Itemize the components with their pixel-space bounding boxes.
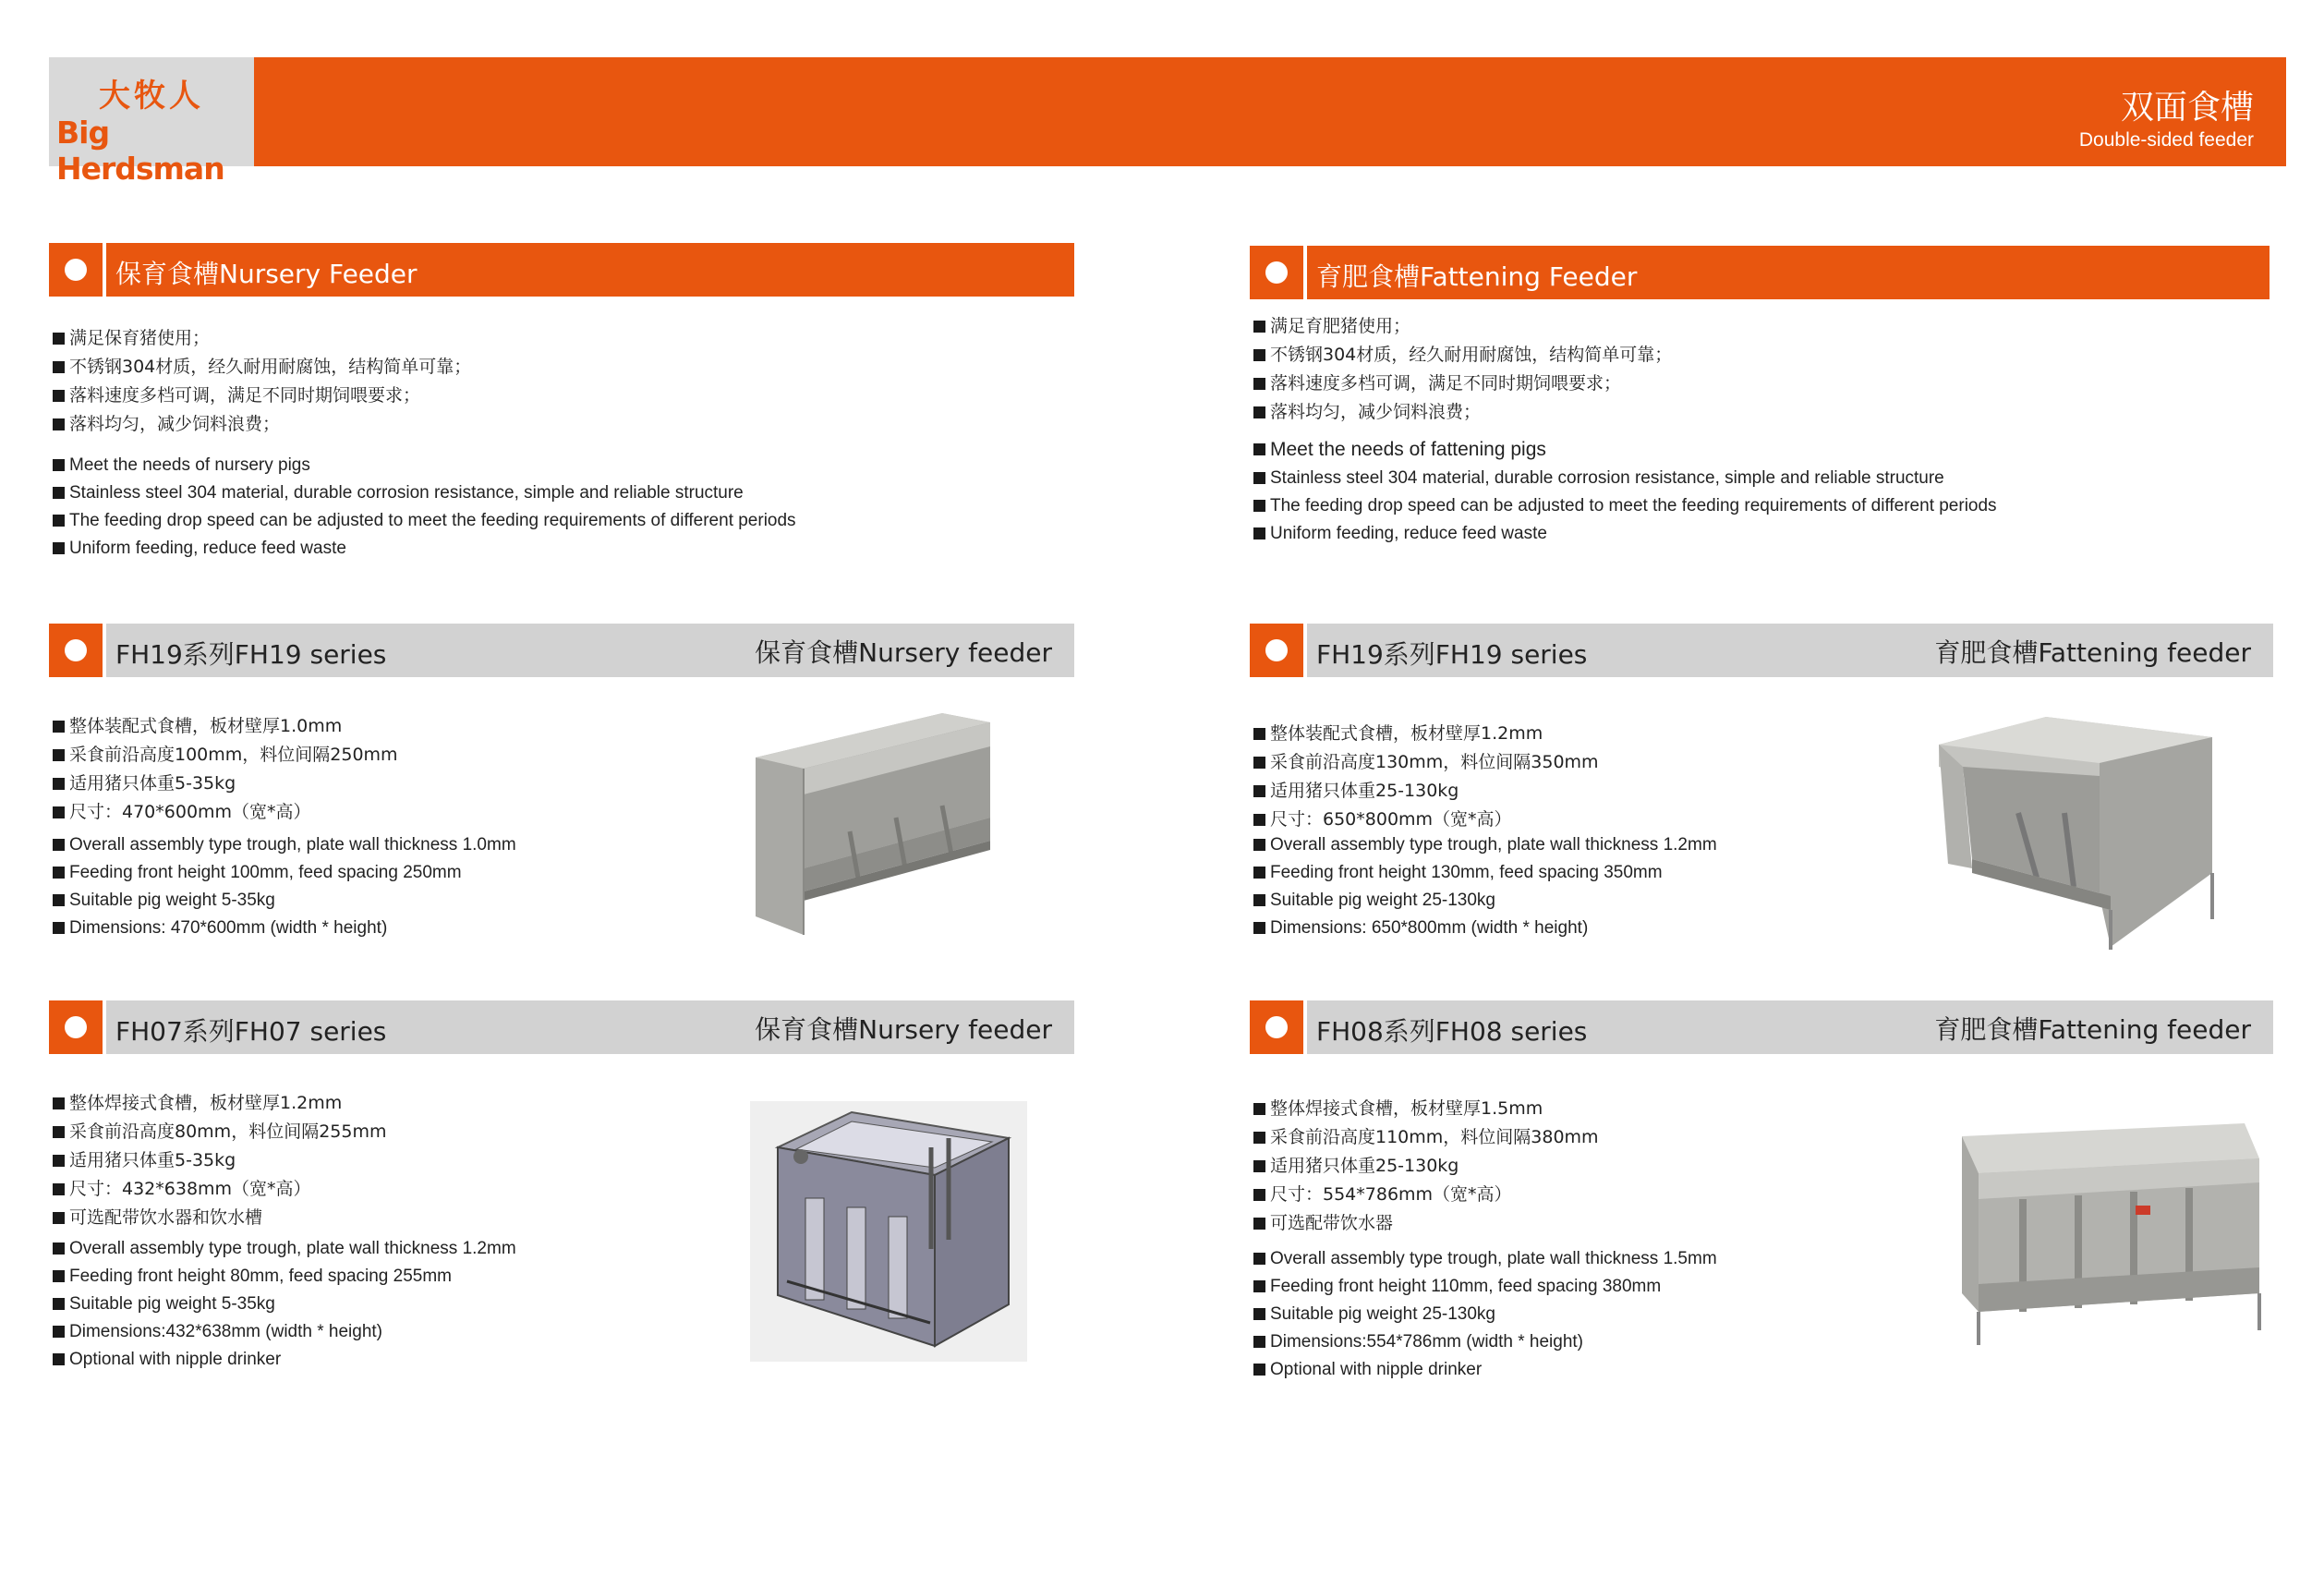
list-item: Overall assembly type trough, plate wall thickness 1.0mm [53,831,516,859]
list-item: 落料速度多档可调，满足不同时期饲喂要求； [1253,370,1672,398]
list-item: 整体焊接式食槽，板材壁厚1.2mm [53,1089,386,1118]
page-title: 双面食槽 [2120,89,2254,127]
list-item: Dimensions:432*638mm (width * height) [53,1318,516,1346]
list-item: Dimensions: 650*800mm (width * height) [1253,915,1717,942]
list-item: 落料均匀，减少饲料浪费； [53,410,471,439]
product-specs-cn [53,1089,386,1232]
list-item: 整体焊接式食槽，板材壁厚1.5mm [1253,1095,1599,1123]
list-item: Suitable pig weight 25-130kg [1253,887,1717,915]
product-specs-en [1253,831,1717,942]
brand-logo [49,57,254,187]
product-series: FH19系列FH19 series [1316,639,1588,670]
circle-bullet-icon [1265,261,1288,284]
list-item: The feeding drop speed can be adjusted to meet the feeding requirements of different periods [53,507,796,535]
list-item: Uniform feeding, reduce feed waste [1253,520,1997,548]
list-item: Feeding front height 100mm, feed spacing 250mm [53,859,516,887]
list-item: Dimensions:554*786mm (width * height) [1253,1328,1717,1356]
product-specs-en [1253,1245,1717,1384]
list-item: Optional with nipple drinker [1253,1356,1717,1384]
nursery-features-cn [53,324,471,439]
product-specs-cn [1253,1095,1599,1238]
logo-english: Big Herdsman [56,115,224,187]
list-item: The feeding drop speed can be adjusted to meet the feeding requirements of different periods [1253,492,1997,520]
list-item: Feeding front height 80mm, feed spacing 255mm [53,1263,516,1291]
fattening-section-header [1250,246,2270,299]
list-item: 尺寸：554*786mm（宽*高） [1253,1181,1599,1209]
product-series: FH08系列FH08 series [1316,1016,1588,1047]
fh08-fattening-feeder-image [1958,1118,2263,1351]
list-item: Overall assembly type trough, plate wall thickness 1.2mm [53,1235,516,1263]
list-item: Meet the needs of fattening pigs [1253,436,1546,464]
fattening-features-en [1253,436,1546,464]
list-item: 采食前沿高度80mm，料位间隔255mm [53,1118,386,1146]
list-item: 尺寸：432*638mm（宽*高） [53,1175,386,1204]
list-item: Stainless steel 304 material, durable corrosion resistance, simple and reliable structure [1253,465,1997,492]
list-item: Meet the needs of nursery pigs [53,452,796,479]
fh07-nursery-feeder-render [750,1101,1027,1362]
fattening-features-cn [1253,312,1672,427]
product-specs-en [53,1235,516,1374]
list-item: 采食前沿高度130mm，料位间隔350mm [1253,748,1599,777]
nursery-section-title: 保育食槽Nursery Feeder [115,259,418,289]
product-specs-cn [53,712,398,827]
list-item: Feeding front height 110mm, feed spacing 380mm [1253,1273,1717,1301]
list-item: 适用猪只体重25-130kg [1253,1152,1599,1181]
fattening-section-title: 育肥食槽Fattening Feeder [1316,261,1638,292]
list-item: 不锈钢304材质，经久耐用耐腐蚀，结构简单可靠； [53,353,471,382]
logo-chinese: 大牧人 [99,78,204,115]
list-item: 落料速度多档可调，满足不同时期饲喂要求； [53,382,471,410]
circle-bullet-icon [1265,1016,1288,1038]
list-item: 适用猪只体重5-35kg [53,1146,386,1175]
header-banner [49,57,2286,166]
product-fh19-fattening-header [1250,624,2273,677]
product-series: FH19系列FH19 series [115,639,387,670]
product-series: FH07系列FH07 series [115,1016,387,1047]
list-item: 满足育肥猪使用； [1253,312,1672,341]
circle-bullet-icon [65,639,87,661]
page-subtitle: Double-sided feeder [2078,129,2254,151]
circle-bullet-icon [65,1016,87,1038]
list-item: Suitable pig weight 5-35kg [53,1291,516,1318]
list-item: Optional with nipple drinker [53,1346,516,1374]
list-item: Suitable pig weight 25-130kg [1253,1301,1717,1328]
fattening-features-en-more [1253,465,1997,548]
product-category: 育肥食槽Fattening feeder [1934,637,2251,668]
product-fh08-fattening-header [1250,1000,2273,1054]
circle-bullet-icon [65,259,87,281]
list-item: 采食前沿高度100mm，料位间隔250mm [53,741,398,770]
list-item: 整体装配式食槽，板材壁厚1.0mm [53,712,398,741]
fh19-nursery-feeder-image [748,702,998,938]
list-item: 适用猪只体重25-130kg [1253,777,1599,806]
product-category: 保育食槽Nursery feeder [755,637,1052,668]
product-fh07-nursery-header [49,1000,1074,1054]
nursery-features-en [53,452,796,563]
product-specs-cn [1253,720,1599,834]
list-item: 可选配带饮水器 [1253,1209,1599,1238]
list-item: 可选配带饮水器和饮水槽 [53,1204,386,1232]
list-item: 落料均匀，减少饲料浪费； [1253,398,1672,427]
list-item: 尺寸：650*800mm（宽*高） [1253,806,1599,834]
list-item: 满足保育猪使用； [53,324,471,353]
list-item: Overall assembly type trough, plate wall thickness 1.5mm [1253,1245,1717,1273]
product-fh19-nursery-header [49,624,1074,677]
fh19-fattening-feeder-image [1935,711,2221,952]
product-category: 保育食槽Nursery feeder [755,1014,1052,1045]
nursery-section-header [49,243,1074,297]
circle-bullet-icon [1265,639,1288,661]
list-item: Overall assembly type trough, plate wall thickness 1.2mm [1253,831,1717,859]
list-item: 尺寸：470*600mm（宽*高） [53,798,398,827]
list-item: 不锈钢304材质，经久耐用耐腐蚀，结构简单可靠； [1253,341,1672,370]
list-item: Feeding front height 130mm, feed spacing 350mm [1253,859,1717,887]
list-item: 适用猪只体重5-35kg [53,770,398,798]
list-item: 整体装配式食槽，板材壁厚1.2mm [1253,720,1599,748]
list-item: Uniform feeding, reduce feed waste [53,535,796,563]
list-item: Stainless steel 304 material, durable corrosion resistance, simple and reliable structure [53,479,796,507]
list-item: 采食前沿高度110mm，料位间隔380mm [1253,1123,1599,1152]
product-category: 育肥食槽Fattening feeder [1934,1014,2251,1045]
list-item: Suitable pig weight 5-35kg [53,887,516,915]
product-specs-en [53,831,516,942]
list-item: Dimensions: 470*600mm (width * height) [53,915,516,942]
